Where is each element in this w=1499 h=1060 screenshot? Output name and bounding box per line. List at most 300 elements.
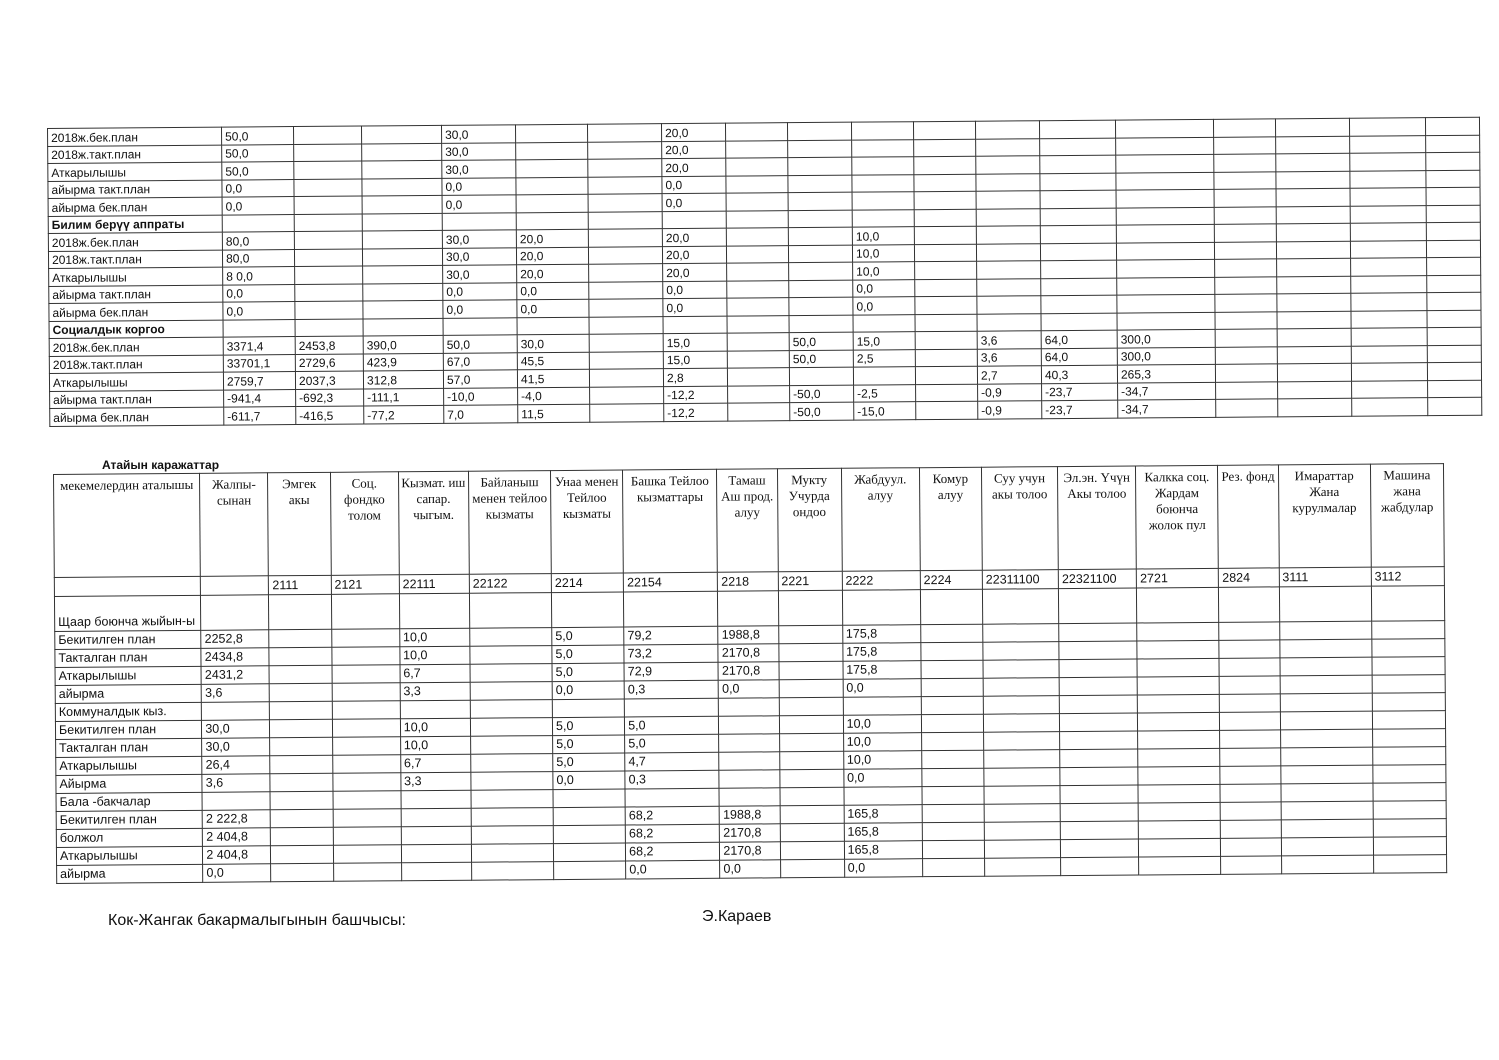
table-cell: 50,0 (222, 144, 294, 162)
table-cell (1216, 381, 1278, 399)
table-cell (984, 822, 1060, 841)
table-cell (778, 590, 842, 626)
table-cell: 30,0 (442, 160, 516, 178)
table-cell: 312,8 (363, 370, 443, 388)
table-cell (1060, 749, 1138, 768)
table-cell (725, 123, 787, 141)
row-label: айырма (55, 684, 201, 703)
column-header: мекемелердин аталышы (54, 473, 201, 577)
table-cell (1221, 820, 1281, 838)
table-cell: 64,0 (1041, 330, 1117, 348)
table-cell: 2,8 (663, 368, 727, 386)
table-cell (719, 698, 779, 716)
table-cell: 68,2 (625, 824, 719, 843)
table-cell (1137, 640, 1219, 659)
table-cell (852, 174, 914, 192)
table-cell (1281, 837, 1373, 856)
table-cell (851, 122, 913, 140)
table-cell: 0,0 (443, 300, 517, 318)
table-cell (624, 698, 718, 717)
table-cell (1350, 188, 1426, 206)
table-cell (788, 175, 852, 193)
table-cell (1426, 170, 1480, 188)
table-cell (1215, 259, 1277, 277)
table-cell (1058, 588, 1136, 624)
table-cell (976, 173, 1040, 191)
table-cell (1426, 240, 1480, 258)
table-cell (589, 369, 663, 387)
table-cell (778, 661, 842, 680)
table-cell (589, 281, 663, 299)
table-cell: 72,9 (624, 662, 718, 681)
table-cell: 0,0 (720, 860, 780, 878)
table-cell (470, 736, 552, 755)
table-cell: 50,0 (221, 127, 293, 145)
code-cell (54, 576, 200, 596)
table-cell (920, 624, 982, 642)
table-cell (1219, 640, 1279, 658)
table-cell: 57,0 (443, 370, 517, 388)
table-cell: 8 0,0 (223, 267, 295, 285)
table-cell (363, 318, 443, 336)
column-header: Жалпы-сынан (200, 473, 269, 577)
table-cell: 0,0 (517, 282, 589, 300)
table-cell: 0,0 (843, 769, 921, 788)
table-cell (976, 226, 1040, 244)
table-cell (1059, 713, 1137, 732)
table-cell (1214, 171, 1276, 189)
table-cell: 73,2 (624, 644, 718, 663)
table-cell (914, 209, 976, 227)
table-cell (1059, 641, 1137, 660)
table-cell (1278, 381, 1352, 399)
table-cell: -0,9 (978, 383, 1042, 401)
table-cell: 0,0 (553, 771, 625, 790)
table-cell (471, 826, 553, 845)
code-cell: 2224 (920, 570, 982, 589)
table-cell (1373, 765, 1446, 784)
table-cell (1215, 311, 1277, 329)
table-cell: 20,0 (516, 229, 588, 247)
table-cell (590, 386, 664, 404)
table-cell (270, 737, 332, 755)
code-cell: 2214 (551, 573, 623, 593)
table-cell: 5,0 (553, 753, 625, 772)
table-cell: 26,4 (202, 756, 270, 775)
table-cell (976, 138, 1040, 156)
special-funds-caption: Атайын каражаттар (102, 458, 220, 472)
table-cell (554, 861, 626, 880)
table-cell: 0,0 (442, 195, 516, 213)
table-cell: 6,7 (400, 664, 470, 683)
table-cell: 0,3 (625, 770, 719, 789)
table-cell (294, 161, 362, 179)
table-cell: 5,0 (552, 627, 624, 646)
table-cell (469, 593, 551, 629)
table-cell (1040, 173, 1116, 191)
column-header: Тамаш Аш прод. алуу (717, 469, 778, 572)
table-cell (295, 266, 363, 284)
table-cell (1277, 311, 1351, 329)
code-cell: 3112 (1371, 567, 1444, 587)
table-cell (1276, 171, 1350, 189)
table-cell (1060, 821, 1138, 840)
column-header: Соц. фондко толом (330, 472, 399, 576)
table-cell (975, 121, 1039, 139)
row-label: 2018ж.такт.план (48, 145, 222, 164)
upper-budget-table (47, 117, 1482, 427)
table-cell: 10,0 (853, 262, 915, 280)
table-cell: 45,5 (517, 352, 589, 370)
table-cell (1139, 838, 1221, 857)
table-cell (780, 823, 844, 842)
table-cell (922, 822, 984, 840)
table-cell (516, 177, 588, 195)
table-cell (779, 769, 843, 788)
table-cell (1276, 153, 1350, 171)
table-cell: -611,7 (224, 407, 296, 425)
row-label: Аткарылышы (49, 267, 223, 286)
table-cell: -2,5 (854, 384, 916, 402)
table-cell (1117, 259, 1215, 277)
table-cell (362, 160, 442, 178)
table-cell (1279, 639, 1371, 658)
code-cell: 2221 (778, 571, 842, 591)
table-cell: 11,5 (518, 404, 590, 422)
table-cell (1220, 730, 1280, 748)
table-cell (1425, 117, 1479, 135)
table-cell (1275, 118, 1349, 136)
table-cell (1350, 223, 1426, 241)
column-header: Мукту Учурда ондоо (777, 468, 842, 572)
column-header: Калкка соц. Жардам боюнча жолок пул (1136, 465, 1219, 569)
table-cell (984, 786, 1060, 805)
table-cell (915, 331, 977, 349)
table-cell (662, 211, 726, 229)
table-cell (471, 754, 553, 773)
table-cell (1276, 136, 1350, 154)
table-cell (294, 144, 362, 162)
table-cell (1373, 819, 1446, 838)
table-cell (983, 660, 1059, 679)
table-cell (294, 179, 362, 197)
table-cell (470, 628, 552, 647)
table-cell (976, 243, 1040, 261)
table-cell: 30,0 (202, 738, 270, 757)
row-label: Такталган план (56, 738, 202, 757)
row-label: 2018ж.бек.план (48, 232, 222, 251)
code-cell: 3111 (1279, 567, 1371, 587)
table-cell (471, 808, 553, 827)
table-cell (1350, 135, 1426, 153)
table-cell (727, 280, 789, 298)
table-cell (1427, 362, 1481, 380)
table-cell (1373, 837, 1446, 856)
table-cell (915, 349, 977, 367)
table-cell: -941,4 (224, 389, 296, 407)
table-cell (1276, 241, 1350, 259)
table-cell: -10,0 (444, 387, 518, 405)
table-cell (332, 719, 400, 738)
table-cell (1041, 278, 1117, 296)
column-header: Унаа менен Тейлоо кызматы (551, 470, 624, 574)
table-cell (1281, 855, 1373, 874)
table-cell (1280, 729, 1372, 748)
table-cell (589, 316, 663, 334)
table-cell (1372, 693, 1445, 712)
table-cell (1117, 277, 1215, 295)
table-cell (915, 296, 977, 314)
row-label: Бекитилген план (55, 720, 201, 739)
table-cell (1427, 345, 1481, 363)
table-cell (332, 737, 400, 756)
table-cell: 0,0 (663, 281, 727, 299)
table-cell (789, 315, 853, 333)
table-cell (269, 594, 331, 629)
table-cell (1350, 170, 1426, 188)
table-cell: 0,0 (223, 302, 295, 320)
table-cell (553, 789, 625, 808)
table-cell (1281, 801, 1373, 820)
table-cell (1373, 783, 1446, 802)
table-cell (789, 367, 853, 385)
table-cell (1214, 136, 1276, 154)
table-cell (1277, 346, 1351, 364)
row-label: айырма такт.план (49, 285, 223, 304)
table-cell: 33701,1 (223, 354, 295, 372)
table-cell (780, 859, 844, 878)
table-cell: 0,0 (222, 197, 294, 215)
table-cell (1060, 767, 1138, 786)
table-cell (1351, 310, 1427, 328)
table-cell (1351, 328, 1427, 346)
table-cell (362, 230, 442, 248)
table-cell (779, 787, 843, 806)
table-cell: 10,0 (400, 736, 470, 755)
signer-name: Э.Караев (702, 908, 772, 925)
table-cell (516, 142, 588, 160)
table-cell (362, 178, 442, 196)
table-cell (1060, 839, 1138, 858)
table-cell (1371, 586, 1445, 622)
table-cell: 50,0 (789, 350, 853, 368)
table-cell (1215, 364, 1277, 382)
table-cell (983, 732, 1059, 751)
table-cell (471, 772, 553, 791)
table-cell (726, 158, 788, 176)
table-cell (1040, 225, 1116, 243)
table-cell: -416,5 (296, 406, 364, 424)
table-cell (977, 296, 1041, 314)
table-cell (294, 231, 362, 249)
table-cell: 20,0 (661, 123, 725, 141)
table-cell: 0,0 (222, 179, 294, 197)
table-cell: 300,0 (1117, 347, 1215, 365)
table-cell (843, 697, 921, 716)
row-label: айырма такт.план (48, 180, 222, 199)
table-cell: 2252,8 (201, 630, 269, 649)
table-cell: 2 404,8 (203, 828, 271, 847)
row-label: айырма бек.план (50, 407, 224, 426)
table-cell (1041, 295, 1117, 313)
table-cell: 5,0 (625, 716, 719, 735)
table-cell (915, 279, 977, 297)
table-cell (1138, 766, 1220, 785)
table-cell: 15,0 (853, 332, 915, 350)
table-cell: 7,0 (444, 405, 518, 423)
table-cell (1138, 748, 1220, 767)
table-cell (1280, 765, 1372, 784)
table-cell: 0,0 (843, 679, 921, 698)
table-cell: 2037,3 (295, 371, 363, 389)
table-cell (778, 643, 842, 662)
table-cell (401, 844, 471, 863)
table-cell (1061, 857, 1139, 876)
table-cell (1137, 587, 1219, 623)
code-cell: 2824 (1219, 568, 1279, 587)
table-cell (1116, 207, 1214, 225)
table-cell: 1988,8 (720, 806, 780, 824)
table-cell: 30,0 (517, 334, 589, 352)
table-cell (1219, 622, 1279, 640)
column-header: Эл.эн. Үчүн Акы толоо (1058, 466, 1137, 570)
table-cell: 41,5 (517, 369, 589, 387)
row-label: Аткарылышы (56, 846, 202, 865)
table-cell (516, 194, 588, 212)
table-cell: 0,0 (663, 298, 727, 316)
row-label: болжол (56, 828, 202, 847)
table-cell (1040, 208, 1116, 226)
table-cell (984, 750, 1060, 769)
table-cell: 64,0 (1041, 348, 1117, 366)
code-cell: 22122 (469, 574, 551, 594)
table-cell (1060, 803, 1138, 822)
table-cell (914, 191, 976, 209)
table-cell (922, 804, 984, 822)
table-cell (1138, 820, 1220, 839)
table-cell: 20,0 (662, 141, 726, 159)
table-cell (921, 696, 983, 714)
table-cell (1137, 622, 1219, 641)
table-cell (982, 589, 1058, 625)
table-cell (269, 629, 331, 647)
table-cell (589, 334, 663, 352)
table-cell (1276, 188, 1350, 206)
table-cell (976, 156, 1040, 174)
table-cell (362, 143, 442, 161)
table-cell (363, 265, 443, 283)
table-cell (983, 714, 1059, 733)
table-cell: 10,0 (843, 733, 921, 752)
table-cell (915, 314, 977, 332)
table-cell (515, 124, 587, 142)
table-cell: 68,2 (626, 842, 720, 861)
table-cell (719, 788, 779, 806)
column-header: Рез. фонд (1218, 465, 1279, 568)
table-cell: 1988,8 (718, 626, 778, 644)
table-cell (401, 826, 471, 845)
table-cell: 30,0 (441, 125, 515, 143)
table-cell (1372, 711, 1445, 730)
column-header: Жабдуул. алуу (841, 468, 920, 572)
table-cell (517, 317, 589, 335)
table-cell (726, 140, 788, 158)
row-label: айырма такт.план (50, 390, 224, 409)
table-cell (1279, 657, 1371, 676)
table-cell: 2 404,8 (203, 846, 271, 865)
table-cell (294, 214, 362, 232)
table-cell (1350, 205, 1426, 223)
table-cell (1372, 675, 1445, 694)
table-cell (1276, 206, 1350, 224)
table-cell (470, 700, 552, 719)
table-cell: 265,3 (1117, 364, 1215, 382)
table-cell (921, 714, 983, 732)
table-cell (1219, 658, 1279, 676)
table-cell: 5,0 (552, 663, 624, 682)
column-header: Машина жана жабдулар (1370, 464, 1444, 568)
table-cell (842, 590, 920, 626)
row-label: Аткарылышы (48, 162, 222, 181)
table-cell (588, 194, 662, 212)
table-cell (1278, 398, 1352, 416)
table-cell (1280, 711, 1372, 730)
table-cell (977, 313, 1041, 331)
table-cell: 0,0 (223, 284, 295, 302)
table-cell (852, 139, 914, 157)
table-cell (1117, 294, 1215, 312)
table-cell: 2729,6 (295, 354, 363, 372)
table-cell (333, 827, 401, 846)
table-cell (471, 862, 553, 881)
table-cell (853, 367, 915, 385)
table-cell: -12,2 (664, 386, 728, 404)
table-cell: 2170,8 (718, 662, 778, 680)
table-cell (589, 351, 663, 369)
row-label: Бекитилген план (56, 810, 202, 829)
table-cell: 2,5 (853, 349, 915, 367)
table-cell (1220, 784, 1280, 802)
table-cell (852, 157, 914, 175)
table-cell (779, 751, 843, 770)
table-cell: -0,9 (978, 401, 1042, 419)
code-cell: 2111 (269, 575, 331, 594)
table-cell: 30,0 (443, 265, 517, 283)
table-cell: 2170,8 (718, 644, 778, 662)
table-cell (294, 249, 362, 267)
table-cell (516, 212, 588, 230)
table-cell (852, 192, 914, 210)
table-cell (977, 278, 1041, 296)
table-cell (363, 283, 443, 301)
table-cell (983, 642, 1059, 661)
table-cell (984, 858, 1060, 877)
table-cell (726, 228, 788, 246)
table-cell (222, 214, 294, 232)
table-cell: 390,0 (363, 335, 443, 353)
table-cell (401, 808, 471, 827)
table-cell (1428, 397, 1482, 415)
table-cell: 50,0 (789, 332, 853, 350)
table-cell (915, 261, 977, 279)
table-cell: 79,2 (624, 626, 718, 645)
table-cell (920, 589, 982, 624)
table-cell (269, 647, 331, 665)
table-cell: 0,0 (517, 299, 589, 317)
table-cell (223, 319, 295, 337)
table-cell (789, 297, 853, 315)
table-cell (1220, 676, 1280, 694)
